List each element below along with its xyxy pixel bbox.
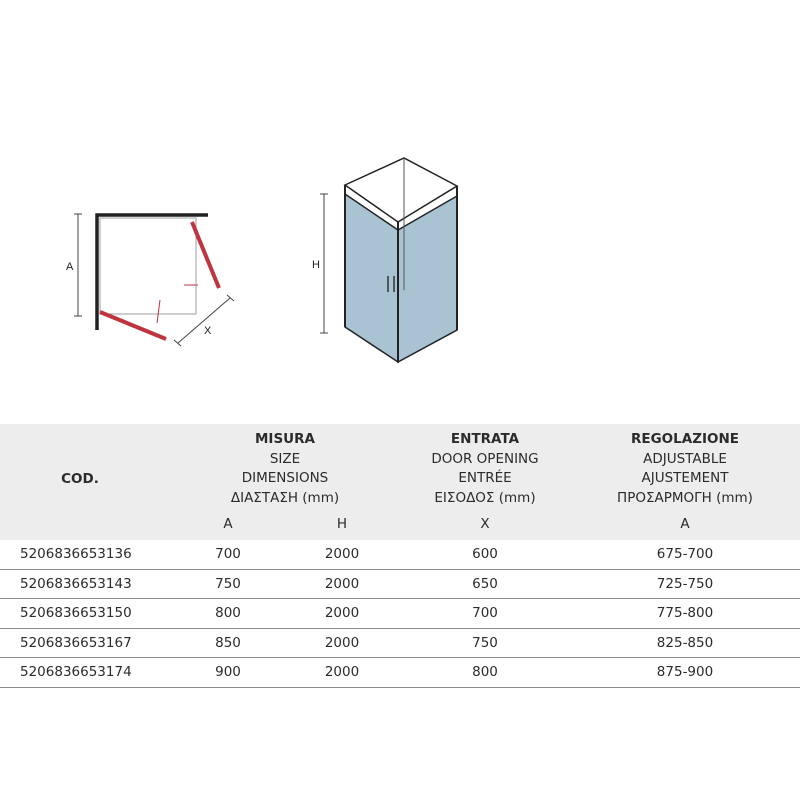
table-row — [0, 540, 800, 570]
cell-h: 2000 — [324, 575, 360, 592]
cell-adjust: 725-750 — [656, 575, 714, 592]
subheader-a: A — [223, 516, 233, 532]
plan-label-x: X — [204, 325, 212, 337]
cell-h: 2000 — [324, 664, 360, 680]
header-adjustable: REGOLAZIONE ADJUSTABLE AJUSTEMENT ΠΡΟΣΑΡΜΟΓΗ (mm) — [617, 431, 753, 506]
table-row — [0, 658, 800, 688]
table-header — [0, 424, 800, 540]
cell-h: 2000 — [324, 546, 360, 562]
cell-code: 5206836653150 — [20, 605, 132, 621]
cell-adjust: 875-900 — [656, 664, 714, 680]
header-door-opening: ENTRATA DOOR OPENING ENTRÉE ΕΙΣΟΔΟΣ (mm) — [431, 431, 539, 506]
plan-label-a: A — [66, 261, 74, 273]
cell-code: 5206836653143 — [20, 575, 132, 592]
cell-x: 700 — [472, 605, 498, 621]
cell-adjust: 775-800 — [656, 605, 714, 621]
cell-code: 5206836653136 — [20, 546, 132, 562]
header-code: COD. — [61, 471, 99, 487]
cell-a: 850 — [215, 634, 241, 651]
header-size: MISURA SIZE DIMENSIONS ΔΙΑΣΤΑΣΗ (mm) — [230, 431, 340, 506]
cell-a: 700 — [215, 546, 241, 562]
product-table — [0, 424, 800, 688]
cell-h: 2000 — [324, 605, 360, 621]
cell-code: 5206836653174 — [20, 664, 132, 680]
cell-x: 650 — [472, 575, 498, 592]
subheader-h: H — [336, 516, 348, 532]
cell-x: 750 — [472, 634, 498, 651]
cell-x: 800 — [472, 664, 498, 680]
cell-code: 5206836653167 — [20, 634, 132, 651]
table-row — [0, 629, 800, 659]
subheader-x: X — [480, 516, 490, 532]
cell-h: 2000 — [324, 634, 360, 651]
elevation-view-diagram — [312, 158, 457, 362]
cell-a: 900 — [215, 664, 241, 680]
elevation-label-h: H — [312, 259, 320, 271]
cell-a: 800 — [215, 605, 241, 621]
subheader-a-adjust: A — [680, 516, 690, 532]
table-row — [0, 570, 800, 600]
cell-adjust: 825-850 — [656, 634, 714, 651]
plan-view-diagram — [66, 214, 234, 346]
cell-x: 600 — [472, 546, 498, 562]
cell-adjust: 675-700 — [656, 546, 714, 562]
table-row — [0, 599, 800, 629]
cell-a: 750 — [215, 575, 241, 592]
